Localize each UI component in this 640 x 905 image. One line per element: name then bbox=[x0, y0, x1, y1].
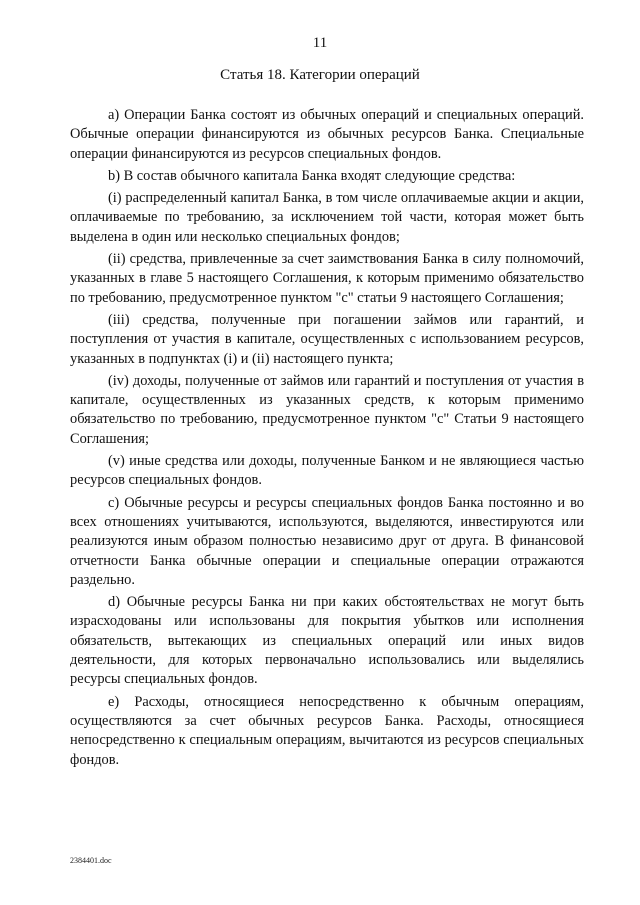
paragraph-e: e) Расходы, относящиеся непосредственно к обычным операциям, осуществляются за счет обычных ресурсов Банка. Расходы, относящиеся непосредственно к специальным операциям, вычитаются из ресурсов специальных фондов. bbox=[70, 693, 584, 768]
paragraph-b-iv: (iv) доходы, полученные от займов или гарантий и поступления от участия в капитале, осуществленных из указанных средств, к которым применимо обязательство по требованию, предусмотренное пунктом "c" Статьи 9 настоящего Соглашения; bbox=[70, 372, 584, 447]
paragraph-b-ii: (ii) средства, привлеченные за счет заимствования Банка в силу полномочий, указанных в главе 5 настоящего Соглашения, к которым применимо обязательство по требованию, предусмотренное пунктом "c" статьи 9 настоящего Соглашения; bbox=[70, 251, 584, 306]
paragraph-b-iii: (iii) средства, полученные при погашении займов или гарантий, и поступления от участия в капитале, осуществленных с использованием ресурсов, указанных в подпунктах (i) и (ii) настоящего пункта; bbox=[70, 311, 584, 367]
paragraph-a: a) Операции Банка состоят из обычных операций и специальных операций. Обычные операции финансируются из обычных ресурсов Банка. Специальные операции финансируются из ресурсов специальных фондов. bbox=[70, 107, 584, 162]
paragraph-b-v: (v) иные средства или доходы, полученные Банком и не являющиеся частью ресурсов специальных фондов. bbox=[70, 453, 584, 489]
paragraph-b-i: (i) распределенный капитал Банка, в том числе оплачиваемые акции и акции, оплачиваемые по требованию, за исключением той части, которая может быть выделена в один или несколько специальных фондов; bbox=[70, 190, 584, 245]
paragraph-d: d) Обычные ресурсы Банка ни при каких обстоятельствах не могут быть израсходованы или использованы для покрытия убытков или исполнения обязательств, вытекающих из специальных операций или иных видов деятельности, для которых первоначально использовались или выделялись ресурсы специальных фондов. bbox=[70, 594, 584, 688]
paragraph-c: c) Обычные ресурсы и ресурсы специальных фондов Банка постоянно и во всех отношениях учитываются, используются, выделяются, инвестируются или реализуются иным образом полностью независимо друг от друга. В финансовой отчетности Банка обычные операции и специальные операции отражаются раздельно. bbox=[70, 494, 584, 588]
paragraph-b: b) В состав обычного капитала Банка входят следующие средства: bbox=[108, 167, 516, 184]
page-number: 11 bbox=[312, 35, 328, 51]
document-filename: 2384401.doc bbox=[70, 856, 112, 865]
article-title: Статья 18. Категории операций bbox=[220, 67, 420, 83]
article-body bbox=[70, 106, 584, 773]
